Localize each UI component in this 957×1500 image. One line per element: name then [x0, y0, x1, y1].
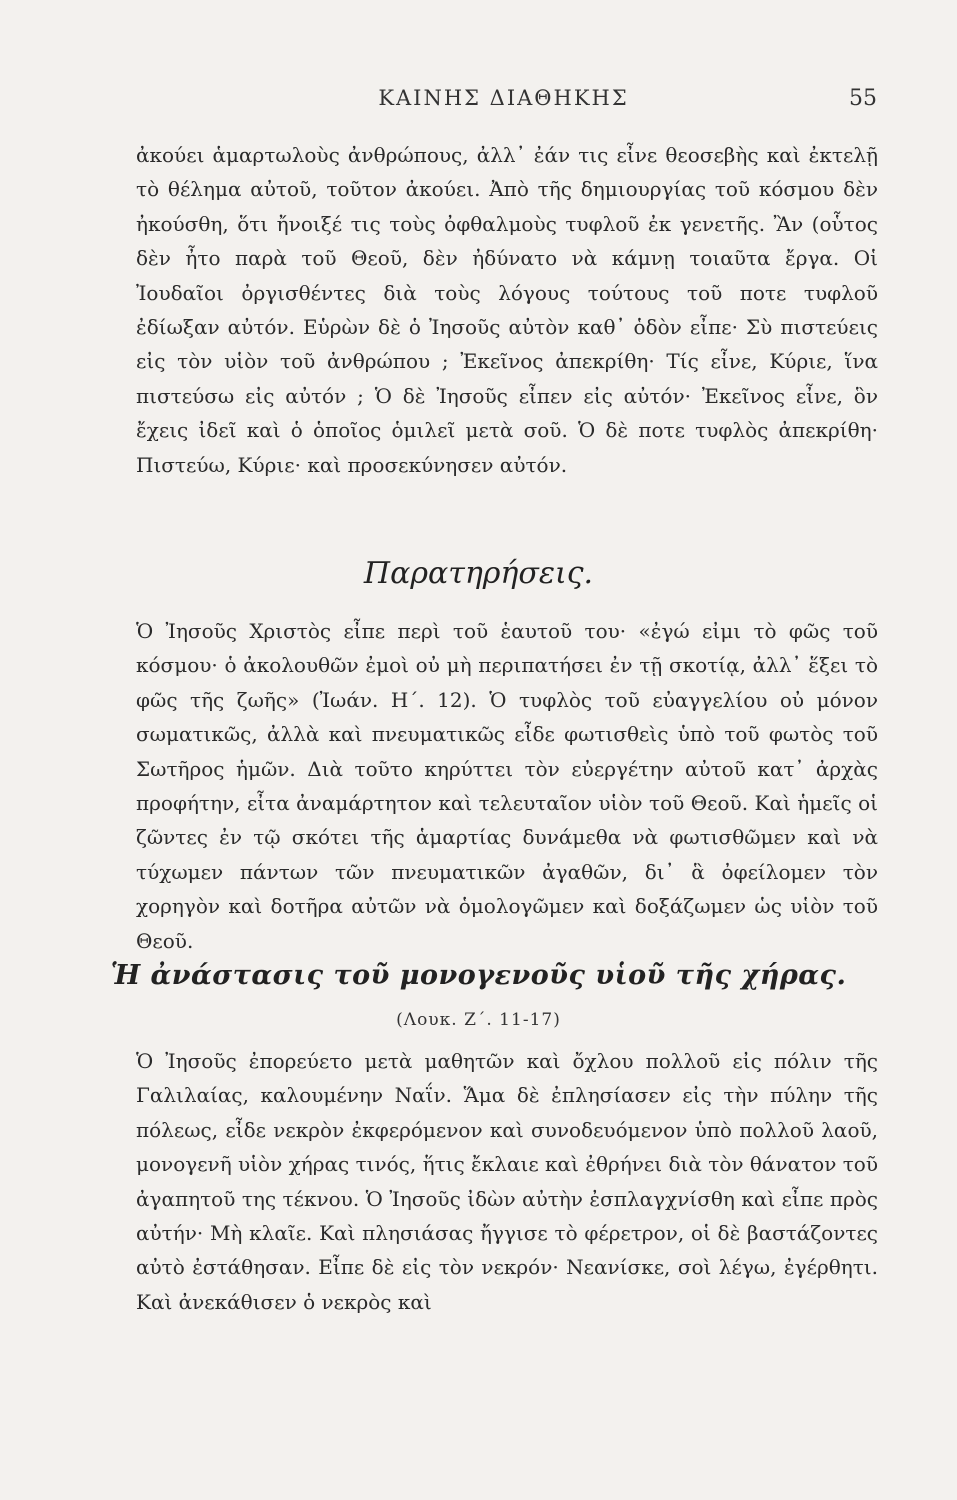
page-number: 55 [849, 86, 877, 111]
running-head [130, 86, 877, 126]
text-block-widow-son [136, 1044, 878, 1319]
section-heading-widow-son: Ἡ ἀνάστασις τοῦ μονογενοῦς υἱοῦ τῆς χήρας. [110, 960, 847, 991]
scripture-reference: (Λουκ. Ζ΄. 11-17) [396, 1010, 561, 1030]
paragraph-widow-son: Ὁ Ἰησοῦς ἐπορεύετο μετὰ μαθητῶν καὶ ὄχλου πολλοῦ εἰς πόλιν τῆς Γαλιλαίας, καλουμένην Ναΐν. Ἅμα δὲ ἐπλησίασεν εἰς τὴν πύλην τῆς πόλεως, εἶδε νεκρὸν ἐκφερόμενον καὶ συνοδευόμενον ὑπὸ πολλοῦ λαοῦ, μονογενῆ υἱὸν χήρας τινός, ἥτις ἔκλαιε καὶ ἐθρήνει διὰ τὸν θάνατον τοῦ ἀγαπητοῦ της τέκνου. Ὁ Ἰησοῦς ἰδὼν αὐτὴν ἐσπλαγχνίσθη καὶ εἶπε πρὸς αὐτήν· Μὴ κλαῖε. Καὶ πλησιάσας ἤγγισε τὸ φέρετρον, οἱ δὲ βαστάζοντες αὐτὸ ἐστάθησαν. Εἶπε δὲ εἰς τὸν νεκρόν· Νεανίσκε, σοὶ λέγω, ἐγέρθητι. Καὶ ἀνεκάθισεν ὁ νεκρὸς καὶ [136, 1049, 878, 1314]
section-heading-observations: Παρατηρήσεις. [363, 556, 594, 591]
paragraph-observations: Ὁ Ἰησοῦς Χριστὸς εἶπε περὶ τοῦ ἑαυτοῦ του· «ἐγώ εἰμι τὸ φῶς τοῦ κόσμου· ὁ ἀκολουθῶν ἐμοὶ οὐ μὴ περιπατήσει ἐν τῇ σκοτίᾳ, ἀλλ᾽ ἕξει τὸ φῶς τῆς ζωῆς» (Ἰωάν. Η΄. 12). Ὁ τυφλὸς τοῦ εὐαγγελίου οὐ μόνον σωματικῶς, ἀλλὰ καὶ πνευματικῶς εἶδε φωτισθεὶς ὑπὸ τοῦ φωτὸς τοῦ Σωτῆρος ἡμῶν. Διὰ τοῦτο κηρύττει τὸν εὐεργέτην αὐτοῦ κατ᾽ ἀρχὰς προφήτην, εἶτα ἀναμάρτητον καὶ τελευταῖον υἱὸν τοῦ Θεοῦ. Καὶ ἡμεῖς οἱ ζῶντες ἐν τῷ σκότει τῆς ἁμαρτίας δυνάμεθα νὰ φωτισθῶμεν καὶ νὰ τύχωμεν πάντων τῶν πνευματικῶν ἀγαθῶν, δι᾽ ἃ ὀφείλομεν τὸν χορηγὸν καὶ δοτῆρα αὐτῶν νὰ ὁμολογῶμεν καὶ δοξάζωμεν ὡς υἱὸν τοῦ Θεοῦ. [136, 619, 878, 953]
running-title: ΚΑΙΝΗΣ ΔΙΑΘΗΚΗΣ [378, 86, 629, 110]
text-block-continued [136, 138, 878, 482]
paragraph-continued: ἀκούει ἁμαρτωλοὺς ἀνθρώπους, ἀλλ᾽ ἐάν τις εἶνε θεοσεβὴς καὶ ἐκτελῇ τὸ θέλημα αὐτοῦ, τοῦτον ἀκούει. Ἀπὸ τῆς δημιουργίας τοῦ κόσμου δὲν ἠκούσθη, ὅτι ἤνοιξέ τις τοὺς ὀφθαλμοὺς τυφλοῦ ἐκ γενετῆς. Ἂν (οὗτος δὲν ἦτο παρὰ τοῦ Θεοῦ, δὲν ἠδύνατο νὰ κάμνῃ τοιαῦτα ἔργα. Οἱ Ἰουδαῖοι ὀργισθέντες διὰ τοὺς λόγους τούτους τοῦ ποτε τυφλοῦ ἐδίωξαν αὐτόν. Εὑρὼν δὲ ὁ Ἰησοῦς αὐτὸν καθ᾽ ὁδὸν εἶπε· Σὺ πιστεύεις εἰς τὸν υἱὸν τοῦ ἀνθρώπου ; Ἐκεῖνος ἀπεκρίθη· Τίς εἶνε, Κύριε, ἵνα πιστεύσω εἰς αὐτόν ; Ὁ δὲ Ἰησοῦς εἶπεν εἰς αὐτόν· Ἐκεῖνος εἶνε, ὃν ἔχεις ἰδεῖ καὶ ὁ ὁποῖος ὁμιλεῖ μετὰ σοῦ. Ὁ δὲ ποτε τυφλὸς ἀπεκρίθη· Πιστεύω, Κύριε· καὶ προσεκύνησεν αὐτόν. [136, 143, 878, 477]
text-block-observations [136, 614, 878, 958]
